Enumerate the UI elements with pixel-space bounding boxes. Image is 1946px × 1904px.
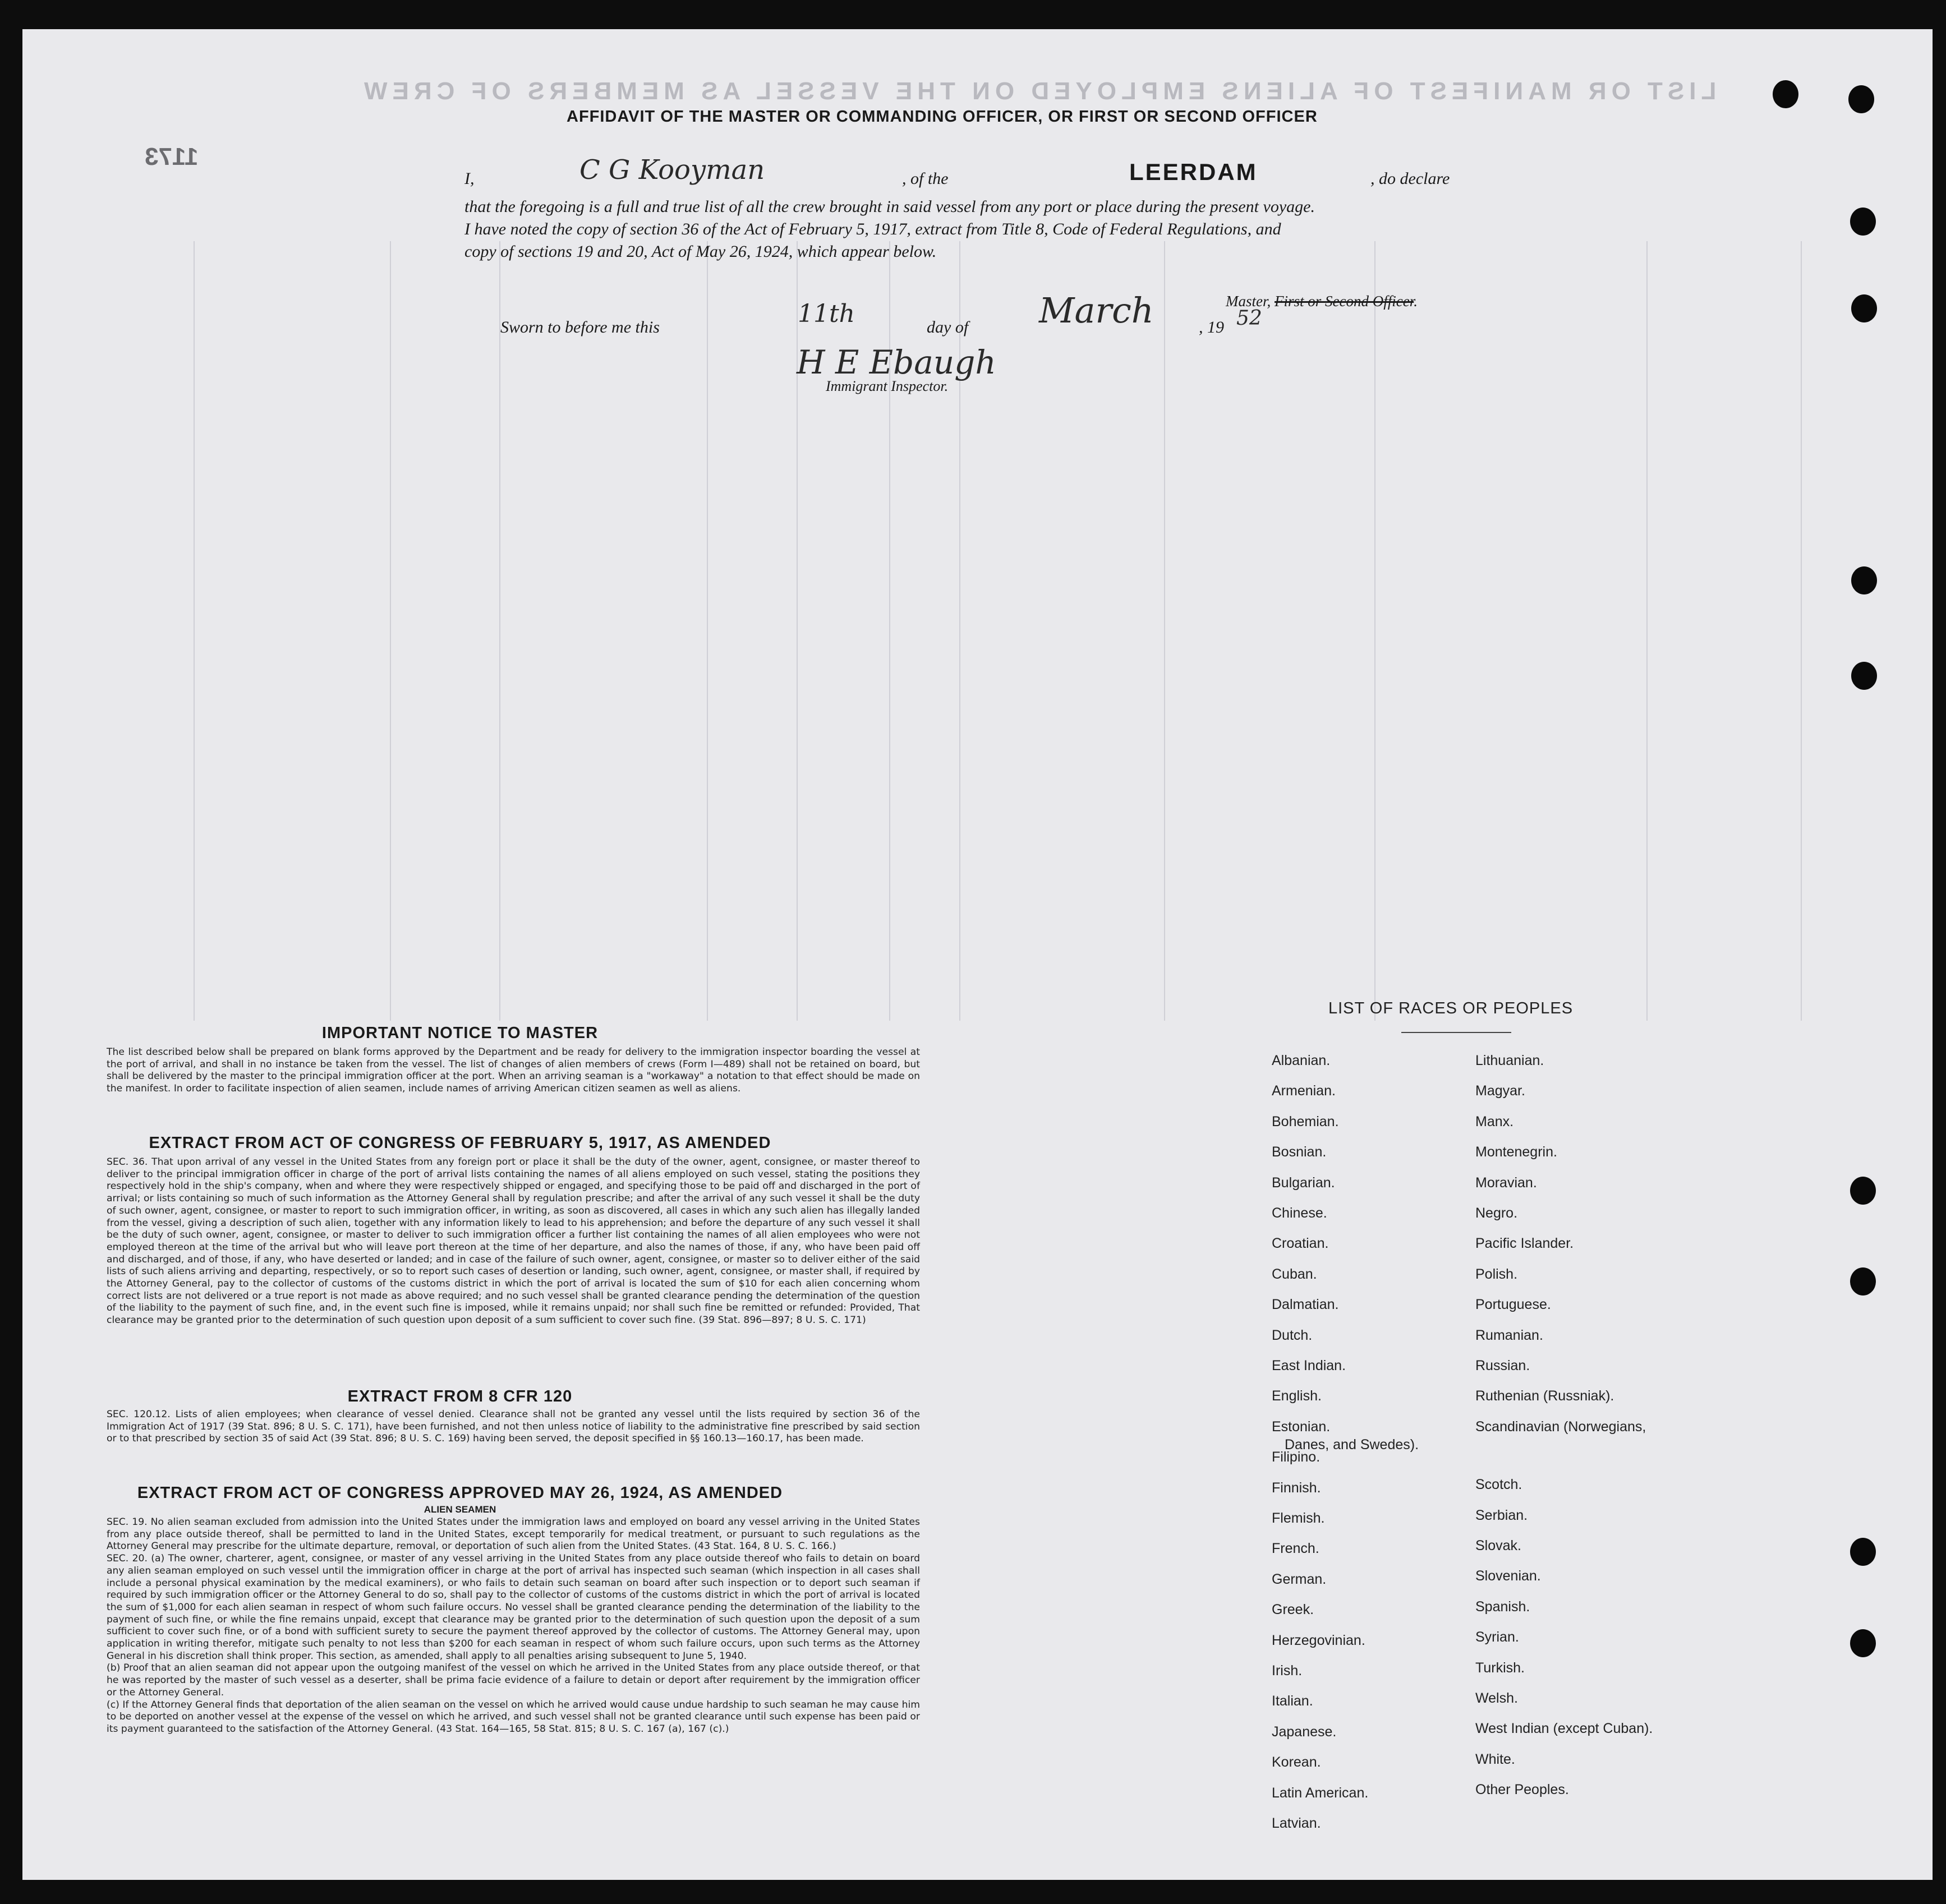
race-item: Dutch. — [1272, 1327, 1313, 1343]
binder-hole — [1850, 208, 1876, 236]
binder-hole — [1851, 294, 1877, 322]
inspector-label: Immigrant Inspector. — [826, 378, 949, 394]
race-item: Russian. — [1475, 1358, 1530, 1373]
master-line: Master, First or Second Officer. — [1226, 293, 1418, 310]
sec-20a-text: SEC. 20. (a) The owner, charterer, agent, consignee, or master of any vessel arriving in the United States from any place outside thereof who fails to detain on board any alien seaman employed on such vessel until the immigration officer in charge at the port of arrival has inspected such seaman (which inspection in all cases shall include a personal physical examination by the medical examiners), or who fails to detain such seaman on board after such inspection or to deport such seaman if required by such immigration officer or the Attorney General to do so, shall pay to the collector of customs of the customs district in which the port of arrival is located the sum of $1,000 for each alien seaman in respect of whom such failure occurs. No vessel shall be granted clearance pending the determination of the liability to the payment of such fine, or while the fine remains unpaid, except that clearance may be granted prior to the determination of such question upon the deposit of a sum sufficient to cover such fine, or of a bond with sufficient surety to secure the payment thereof approved by the collector of customs. The Attorney General may, upon application in writing therefor, mitigate such penalty to not less than $200 for each seaman in respect of whom such failure occurs, upon such terms as the Attorney General in his discretion shall think proper. This section, as amended, shall apply to all penalties arising subsequent to June 5, 1940. — [107, 1553, 920, 1662]
do-declare-label: , do declare — [1370, 169, 1450, 188]
binder-hole — [1850, 1267, 1876, 1296]
extract-1917-body: SEC. 36. That upon arrival of any vessel in the United States from any foreign port or place it shall be the duty of the owner, agent, consignee, or master thereof to deliver to the principal immigration officer in charge of the port of arrival lists containing the names of all aliens employed on such vessel, stating the positions they respectively hold in the ship's company, when and where they were respectively shipped or engaged, and specifying those to be paid off and discharged in the port of arrival; or lists containing so much of such information as the Attorney General shall by regulation prescribe; and after the arrival of any such vessel it shall be the duty of such owner, agent, consignee, or master to report to such immigration officer, in writing, as soon as discovered, all cases in which any such alien has illegally landed from the vessel, giving a description of such alien, together with any information likely to lead to his apprehension; and before the departure of any such vessel it shall be the duty of such owner, agent, consignee, or master to deliver to such immigration officer a further list containing the names of all alien employees who were not employed thereon at the time of the arrival but who will leave port thereon at the time of her departure, and also the names of those, if any, who have been paid off and discharged, and of those, if any, who have deserted or landed; and in case of the failure of such owner, agent, consignee, or master so to deliver either of the said lists of such aliens arriving and departing, respectively, or so to report such cases of desertion or landing, such owner, agent, consignee, or master shall, if required by the Attorney General, pay to the collector of customs of the customs district in which the port of arrival is located the sum of $10 for each alien concerning whom correct lists are not delivered or a true report is not made as above required; and no such vessel shall be granted clearance pending the determination of the question of the liability to the payment of such fine, and, in the event such fine is imposed, while it remains unpaid; nor shall such fine be remitted or refunded: Provided, That clearance may be granted prior to the determination of such question upon deposit of a sum sufficient to cover such fine. (39 Stat. 896—897; 8 U. S. C. 171) — [107, 1156, 920, 1326]
ghost-grid-line — [1164, 241, 1165, 1021]
race-item: Rumanian. — [1475, 1327, 1543, 1343]
bleed-through-stamp: 1173 — [145, 143, 199, 170]
affidavit-title: AFFIDAVIT OF THE MASTER OR COMMANDING OFFICER, OR FIRST OR SECOND OFFICER — [567, 108, 1318, 126]
race-item: Finnish. — [1272, 1479, 1321, 1496]
race-item: Albanian. — [1272, 1053, 1331, 1068]
races-title: LIST OF RACES OR PEOPLES — [1328, 999, 1574, 1017]
race-item: Dalmatian. — [1272, 1297, 1339, 1313]
race-item: German. — [1272, 1571, 1327, 1587]
binder-hole — [1850, 1177, 1876, 1205]
race-item: Croatian. — [1272, 1235, 1329, 1252]
ghost-grid-line — [1646, 241, 1648, 1021]
race-item: Other Peoples. — [1475, 1782, 1569, 1798]
race-item: Magyar. — [1475, 1083, 1525, 1099]
race-item: Flemish. — [1272, 1510, 1325, 1526]
race-item: Estonian. — [1272, 1418, 1331, 1435]
statement-line-1: that the foregoing is a full and true list of all the crew brought in said vessel from any port or place during the present voyage. — [464, 197, 1315, 216]
race-item: Slovak. — [1475, 1537, 1521, 1553]
sec-20b-text: (b) Proof that an alien seaman did not appear upon the outgoing manifest of the vessel on which he arrived in the United States from any place outside thereof, or that he was reported by the master of such vessel as a deserter, shall be prima facie evidence of a failure to detain or deport after requirement by the immigration officer or the Attorney General. — [107, 1662, 920, 1698]
race-item: Filipino. — [1272, 1449, 1321, 1465]
race-item: White. — [1475, 1751, 1515, 1767]
vessel-name: LEERDAM — [1129, 159, 1258, 185]
sec-19-text: SEC. 19. No alien seaman excluded from admission into the United States under the immigration laws and employed on board any vessel arriving in the United States from any place outside thereof, shall be permitted to land in the United States, except temporarily for medical treatment, or pursuant to such regulations as the Attorney General may prescribe for the ultimate departure, removal, or deportation of such alien from the United States. (43 Stat. 164, 8 U. S. C. 166.) — [107, 1516, 920, 1552]
extract-cfr-body: SEC. 120.12. Lists of alien employees; when clearance of vessel denied. Clearance shall not be granted any vessel until the lists required by section 36 of the Immigration Act of 1917 (39 Stat. 896; 8 U. S. C. 171), have been furnished, and not then unless notice of liability to the administrative fine prescribed by said section or to that prescribed by section 35 of said Act (39 Stat. 896; 8 U. S. C. 169) having been served, the deposit specified in §§ 160.13—160.17, has been made. — [107, 1409, 920, 1445]
binder-hole — [1851, 662, 1877, 690]
race-item: Irish. — [1272, 1663, 1303, 1679]
race-item: Turkish. — [1475, 1659, 1525, 1676]
ghost-grid-line — [1801, 241, 1802, 1021]
race-item: Armenian. — [1272, 1083, 1336, 1099]
race-item: Bosnian. — [1272, 1144, 1327, 1160]
race-item: Lithuanian. — [1475, 1053, 1544, 1068]
race-item: Montenegrin. — [1475, 1144, 1557, 1160]
sworn-day: 11th — [798, 299, 855, 328]
binder-hole — [1851, 566, 1877, 594]
race-item: Latin American. — [1272, 1785, 1369, 1801]
race-item: Herzegovinian. — [1272, 1632, 1365, 1648]
ghost-grid-line — [390, 241, 391, 1021]
day-of-label: day of — [927, 318, 969, 336]
master-label: Master, — [1226, 293, 1271, 310]
race-item: Japanese. — [1272, 1723, 1337, 1740]
notice-body: The list described below shall be prepared on blank forms approved by the Department and be ready for delivery to the immigration inspector boarding the vessel at the port of arrival, and shall in no instance be taken from the vessel. The list of changes of alien members of crews (Form I—489) shall not be retained on board, but shall be delivered by the master to the principal immigration officer at the port. When an arriving seaman is a "workaway" a notation to that effect should be made on the manifest. In order to facilitate inspection of alien seamen, include names of arriving American citizen seamen as well as aliens. — [107, 1046, 920, 1095]
signer-name: C G Kooyman — [579, 154, 765, 186]
race-item: Spanish. — [1475, 1598, 1530, 1615]
race-item: Latvian. — [1272, 1815, 1321, 1831]
races-title-underline — [1401, 1032, 1511, 1033]
race-item: Pacific Islander. — [1475, 1235, 1574, 1252]
sec-20c-text: (c) If the Attorney General finds that deportation of the alien seaman on the vessel on which he arrived would cause undue hardship to such seaman he may cause him to be deported on another vessel at the expense of the vessel on which he arrived, and such vessel shall not be granted clearance until such expense has been paid or its payment guaranteed to the satisfaction of the Attorney General. (43 Stat. 164—165, 58 Stat. 815; 8 U. S. C. 167 (a), 167 (c).) — [107, 1699, 920, 1735]
race-item: Korean. — [1272, 1754, 1321, 1771]
race-item: Italian. — [1272, 1693, 1313, 1709]
binder-hole — [1848, 85, 1874, 113]
race-item: Danes, and Swedes). — [1285, 1437, 1419, 1453]
statement-line-3: copy of sections 19 and 20, Act of May 26, 1924, which appear below. — [464, 242, 937, 261]
race-item: West Indian (except Cuban). — [1475, 1721, 1653, 1737]
race-item: Negro. — [1475, 1205, 1518, 1221]
extract-1924-body — [107, 1516, 920, 1736]
ghost-grid-line — [194, 241, 195, 1021]
race-item: Bohemian. — [1272, 1113, 1339, 1130]
binder-hole — [1850, 1538, 1876, 1566]
race-item: Scandinavian (Norwegians, — [1475, 1418, 1646, 1435]
race-item: Syrian. — [1475, 1629, 1519, 1645]
extract-1917-title: EXTRACT FROM ACT OF CONGRESS OF FEBRUARY 5, 1917, AS AMENDED — [149, 1134, 771, 1152]
race-item: English. — [1272, 1388, 1322, 1404]
statement-line-2: I have noted the copy of section 36 of the Act of February 5, 1917, extract from Title 8, Code of Federal Regulations, and — [464, 220, 1281, 238]
race-item: Serbian. — [1475, 1507, 1528, 1523]
race-item: Welsh. — [1475, 1690, 1518, 1706]
year-prefix: , 19 — [1199, 318, 1224, 336]
binder-hole — [1850, 1629, 1876, 1657]
extract-1924-subtitle: ALIEN SEAMEN — [424, 1504, 496, 1515]
race-item: Manx. — [1475, 1113, 1514, 1130]
bleed-through-heading: LIST OR MANIFEST OF ALIENS EMPLOYED ON THE VESSEL AS MEMBERS OF CREW — [359, 77, 1717, 105]
race-item: Polish. — [1475, 1266, 1518, 1282]
race-item: Slovenian. — [1475, 1568, 1541, 1584]
extract-1924-title: EXTRACT FROM ACT OF CONGRESS APPROVED MAY 26, 1924, AS AMENDED — [137, 1484, 783, 1502]
race-item: Moravian. — [1475, 1174, 1537, 1191]
race-item: Ruthenian (Russniak). — [1475, 1388, 1614, 1404]
notice-title: IMPORTANT NOTICE TO MASTER — [321, 1024, 599, 1042]
race-item: Cuban. — [1272, 1266, 1317, 1282]
race-item: Portuguese. — [1475, 1297, 1551, 1313]
race-item: Scotch. — [1475, 1477, 1522, 1493]
ghost-grid-line — [707, 241, 708, 1021]
race-item: Chinese. — [1272, 1205, 1327, 1221]
race-item: East Indian. — [1272, 1358, 1346, 1373]
of-the-label: , of the — [902, 169, 949, 188]
ghost-grid-line — [499, 241, 500, 1021]
i-label: I, — [464, 169, 475, 188]
race-item: French. — [1272, 1541, 1319, 1557]
race-item: Greek. — [1272, 1602, 1314, 1618]
inspector-signature: H E Ebaugh — [797, 343, 996, 381]
sworn-month: March — [1039, 290, 1154, 331]
race-item: Bulgarian. — [1272, 1174, 1335, 1191]
extract-cfr-title: EXTRACT FROM 8 CFR 120 — [347, 1387, 573, 1405]
struck-officer-label: First or Second Officer — [1275, 293, 1414, 310]
declaration-line — [464, 154, 1474, 196]
sworn-year: 52 — [1236, 307, 1262, 330]
sworn-label: Sworn to before me this — [500, 318, 660, 336]
binder-hole — [1773, 80, 1798, 108]
ghost-grid-line — [1374, 241, 1375, 1021]
